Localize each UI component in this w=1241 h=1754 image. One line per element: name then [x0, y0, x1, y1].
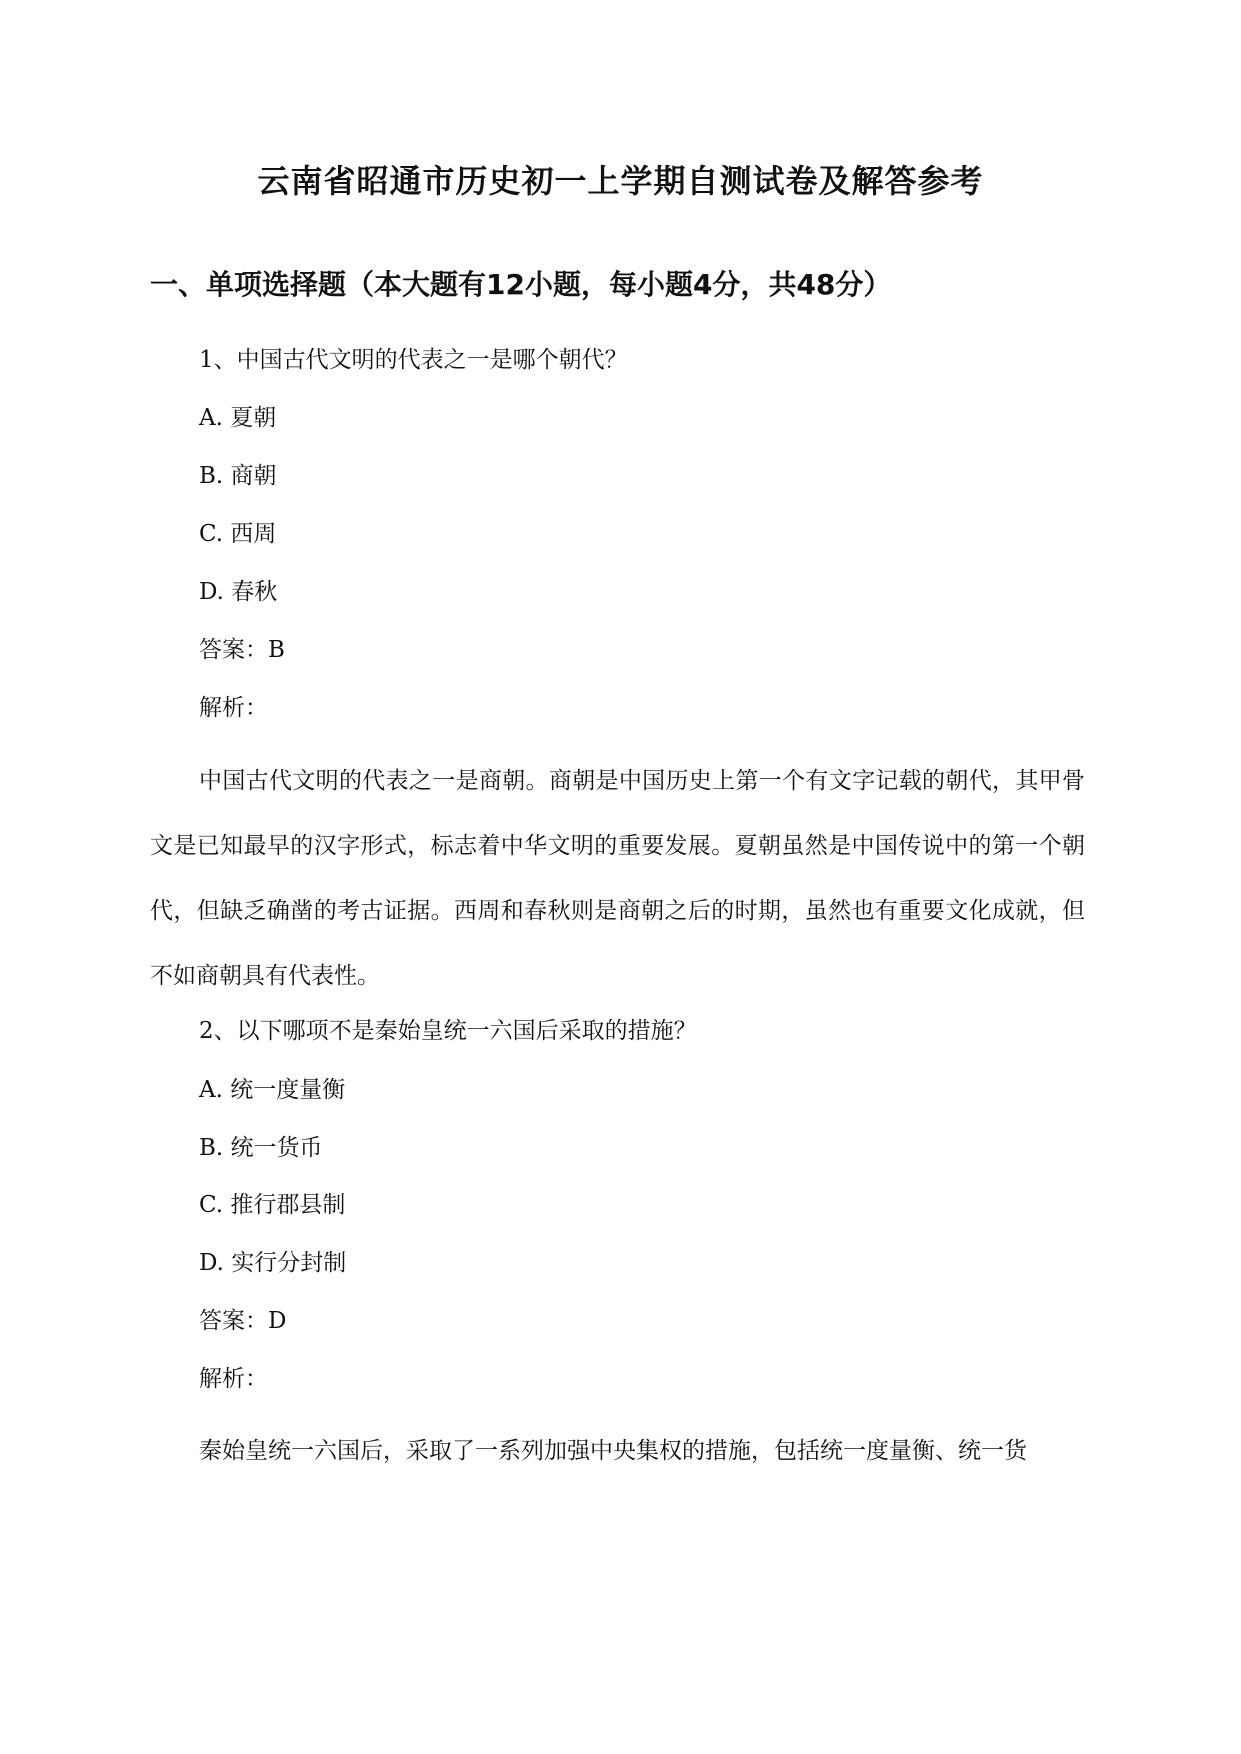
question-2-analysis: 秦始皇统一六国后，采取了一系列加强中央集权的措施，包括统一度量衡、统一货 — [199, 1438, 1027, 1464]
section-heading: 一、单项选择题（本大题有12小题，每小题4分，共48分） — [150, 268, 892, 301]
question-1-option-b: B. 商朝 — [199, 463, 277, 489]
question-1-option-c: C. 西周 — [199, 521, 277, 547]
question-2-option-b: B. 统一货币 — [199, 1135, 323, 1161]
question-2-option-c: C. 推行郡县制 — [199, 1192, 346, 1218]
question-2-answer: 答案：D — [199, 1308, 287, 1334]
question-1-option-a: A. 夏朝 — [199, 405, 277, 431]
page-title: 云南省昭通市历史初一上学期自测试卷及解答参考 — [257, 162, 984, 200]
question-2-option-d: D. 实行分封制 — [199, 1250, 347, 1276]
question-1-answer: 答案：B — [199, 637, 285, 663]
question-2-analysis-label: 解析： — [199, 1366, 268, 1392]
question-2-stem: 2、以下哪项不是秦始皇统一六国后采取的措施？ — [199, 1018, 697, 1044]
question-2-option-a: A. 统一度量衡 — [199, 1077, 346, 1103]
question-1-analysis: 中国古代文明的代表之一是商朝。商朝是中国历史上第一个有文字记载的朝代，其甲骨文是已知最早的汉字形式，标志着中华文明的重要发展。夏朝虽然是中国传说中的第一个朝代，但缺乏确凿的考古证据。西周和春秋则是商朝之后的时期，虽然也有重要文化成就，但不如商朝具有代表性。 — [150, 768, 1085, 989]
question-1-stem: 1、中国古代文明的代表之一是哪个朝代？ — [199, 347, 628, 373]
question-1-analysis-label: 解析： — [199, 695, 268, 721]
question-1-option-d: D. 春秋 — [199, 579, 278, 605]
